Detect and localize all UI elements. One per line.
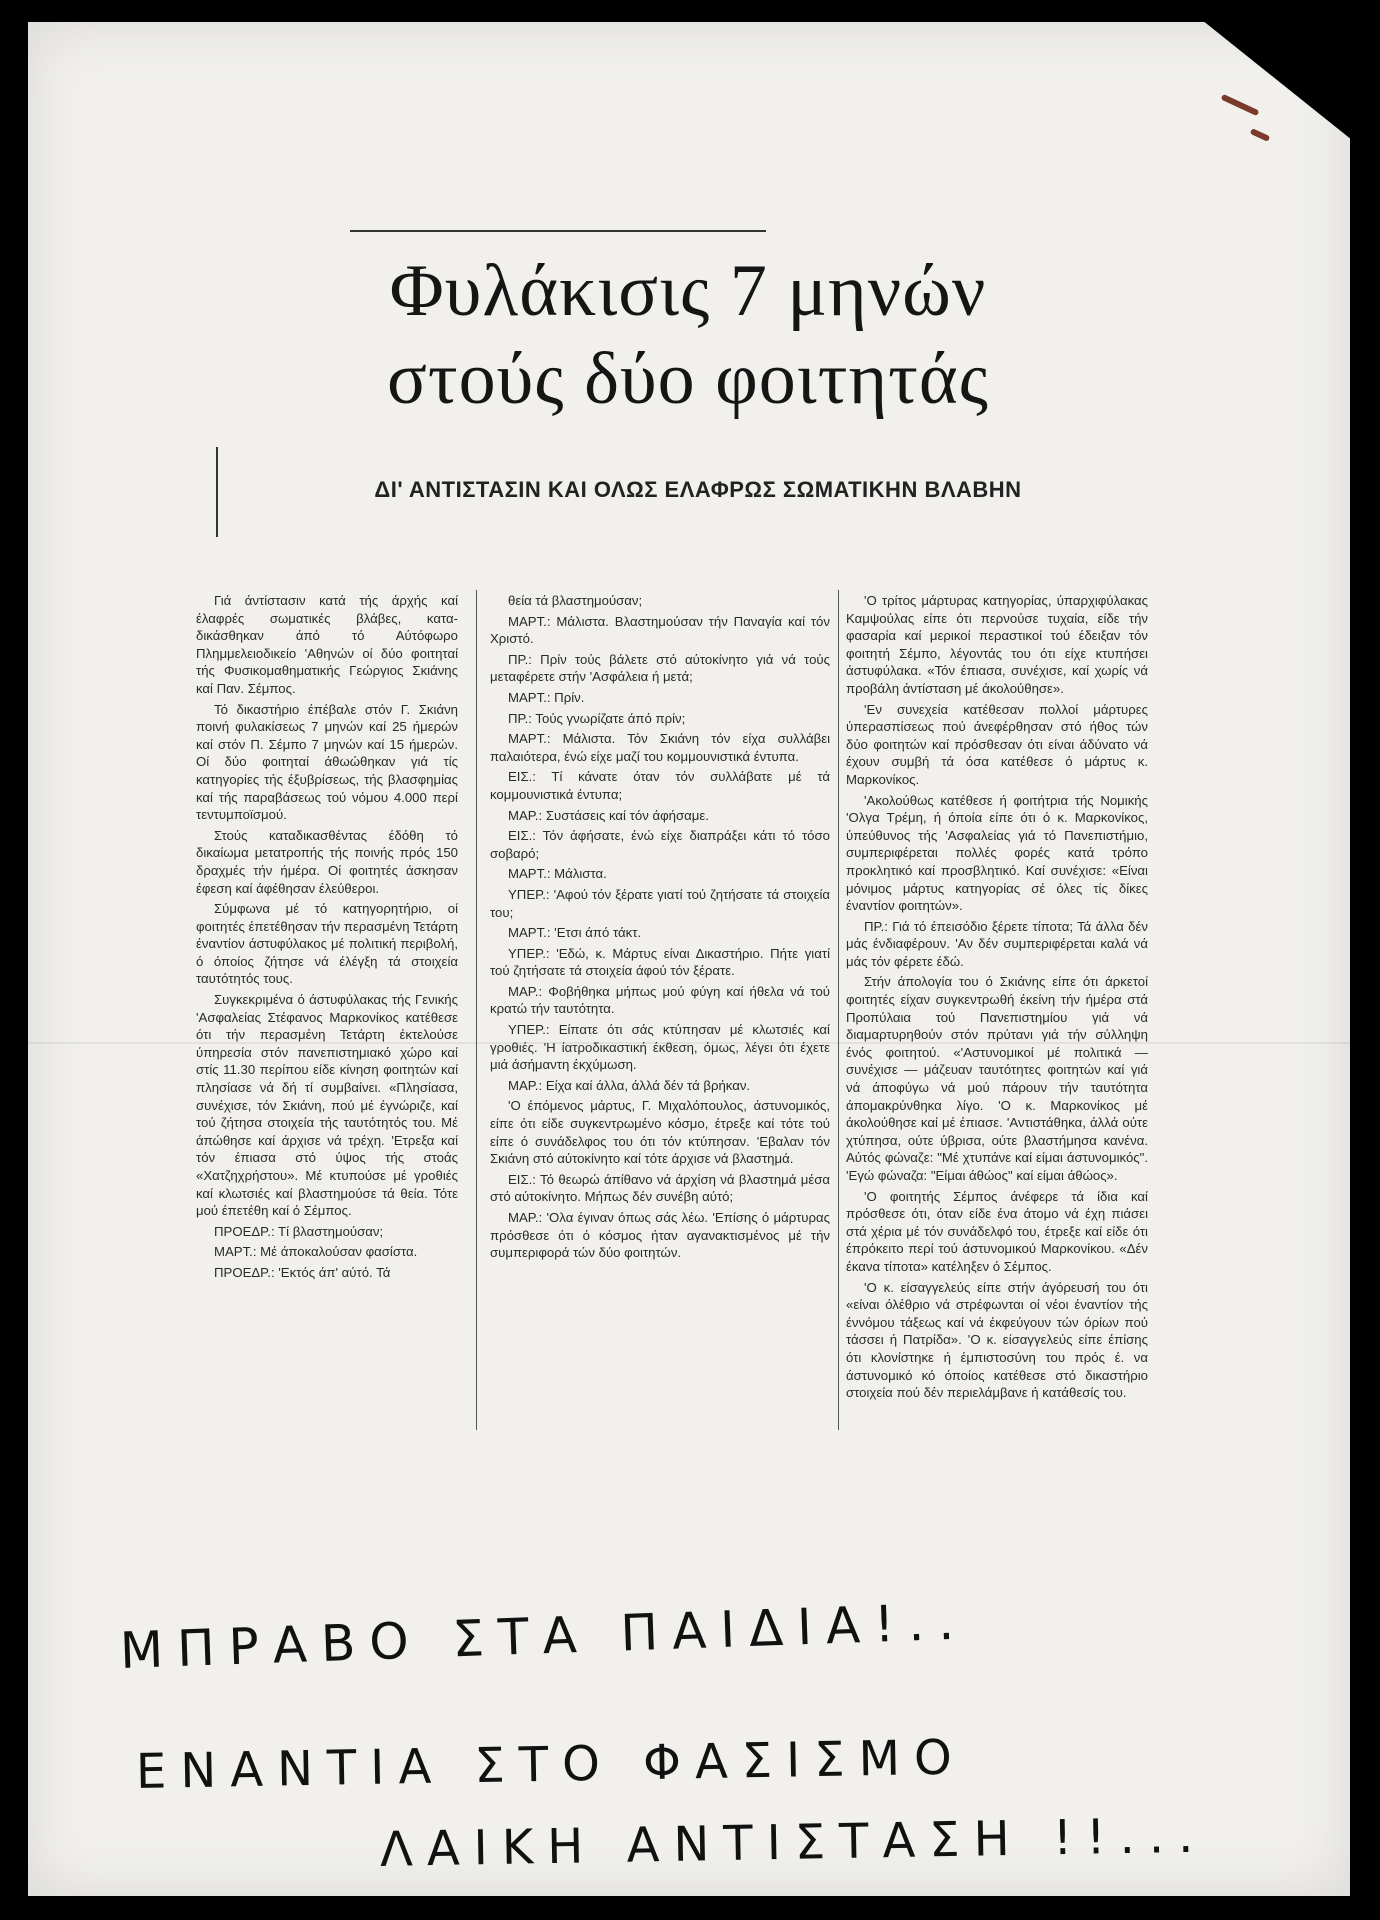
paragraph: ΜΑΡ.: Φοβήθηκα μήπως μού φύγη καί ήθελα νά τού κρατώ τήν ταυτότητα. bbox=[490, 983, 830, 1017]
paragraph: ΜΑΡΤ.: Μάλιστα. Βλαστημούσαν τήν Παναγία καί τόν Χριστό. bbox=[490, 613, 830, 647]
paragraph: 'Ακολούθως κατέθεσε ή φοιτήτρια τής Νομικής 'Ολγα Τρέμη, ή όποία είπε ότι ό κ. Μαρκονίκος, ύπεύθυνος τής 'Ασφαλείας γιά τό Πανεπιστήμιο, συμπεριφέρεται πολλές φορές κατά τρόπο προκλητικό καί προσβλητικό. Καί συνέχισε: «Είναι μόνιμος μάρτυς κατηγορίας σέ όλες τίς δίκες έναντίον φοιτητών». bbox=[846, 792, 1148, 914]
paragraph: Στήν άπολογία του ό Σκιάνης είπε ότι άρκετοί φοιτητές είχαν συγκεντρωθή έκείνη τήν ήμέρα στά Προπύλαια τού Πανεπιστημίου γιά νά διαμαρτυρηθούν στόν πρύτανι γιά τήν σύλληψη ένός φοιτητού. «'Αστυνομικοί μέ πολιτικά — συνέχισε — μάζευαν ταυτότητες φοιτητών καί γιά νά άποφύγω νά μού πάρουν τήν ταυτότητα άπομακρύνθηκα λίγο. 'Ο κ. Μαρκονίκος μέ άκολούθησε καί μέ έπιασε. 'Αντιστάθηκα, άλλά ούτε χτύπησα, ούτε ύβρισα, ούτε βλαστήμησα κανένα. Αύτός φώναζε: "Μέ χτυπάνε καί είμαι άστυνομικός". 'Εγώ φώναζα: "Είμαι άθώος" καί είμαι άθώος». bbox=[846, 974, 1148, 1183]
paragraph: ΥΠΕΡ.: 'Εδώ, κ. Μάρτυς είναι Δικαστήριο. Πήτε γιατί τού ζητήσατε τά στοιχεία άφού τόν ξέρατε. bbox=[490, 945, 830, 979]
paragraph: Συγκεκριμένα ό άστυφύλακας τής Γενικής 'Ασφαλείας Στέφανος Μαρκονίκος κατέθεσε ότι τήν περασμένη Τετάρτη έκτελούσε ύπηρεσία στόν πανεπιστημιακό χώρο καί στίς 11.30 περίπου είδε κίνηση φοιτητών καί πλησίασε νά δή τί συμβαίνει. «Πλησίασα, συνέχισε, τόν Σκιάνη, πού μέ έγνώριζε, καί τού ζήτησα στοιχεία τής ταυτότητός του. Μέ άπώθησε καί άρχισε νά τρέχη. 'Ετρεξα καί τόν έπιασα στό ύψος τής στοάς «Χατζηχρήστου». Μέ κτυπούσε μέ γροθιές καί κλωτσιές καί βλαστημούσε τά θεία. Τότε μού έπετέθη καί ό Σέμπος. bbox=[196, 992, 458, 1219]
paragraph: ΜΑΡΤ.: Πρίν. bbox=[508, 689, 585, 705]
paragraph: Γιά άντίστασιν κατά τής άρχής καί έλαφρές σωματικές βλάβες, κατα-δικάσθηκαν άπό τό Αύτόφωρο Πλημμελειοδικείο 'Αθηνών οί δύο φοιτηταί τής Φυσικομαθηματικής Γεώργιος Σκιάνης καί Παν. Σέμπος. bbox=[196, 593, 458, 696]
paragraph: ΥΠΕΡ.: 'Αφού τόν ξέρατε γιατί τού ζητήσατε τά στοιχεία του; bbox=[490, 886, 830, 920]
paragraph: ΜΑΡΤ.: Μάλιστα. Τόν Σκιάνη τόν είχα συλλάβει παλαιότερα, ένώ είχε μαζί του κομμουνιστικά έντυπα. bbox=[490, 731, 830, 764]
folded-corner bbox=[1202, 22, 1350, 140]
paragraph: ΕΙΣ.: Τόν άφήσατε, ένώ είχε διαπράξει κάτι τό τόσο σοβαρό; bbox=[490, 828, 830, 861]
article-column-3 bbox=[846, 592, 1148, 1405]
paragraph: ΠΡΟΕΔΡ.: Τί βλαστημούσαν; bbox=[214, 1223, 384, 1239]
newspaper-clipping bbox=[28, 22, 1350, 1896]
paragraph: ΜΑΡ.: Συστάσεις καί τόν άφήσαμε. bbox=[508, 807, 709, 823]
paragraph: ΠΡΟΕΔΡ.: 'Εκτός άπ' αύτό. Τά bbox=[214, 1264, 391, 1280]
column-divider bbox=[838, 590, 839, 1430]
paragraph: 'Ο κ. είσαγγελεύς είπε στήν άγόρευσή του ότι «είναι όλέθριο νά στρέφωνται οί νέοι έναντίον τής έννόμου τάξεως καί νά έκφεύγουν τών όρίων πού τάσσει ή Πατρίδα». 'Ο κ. είσαγγελεύς είπε έπίσης ότι κλονίστηκε ή έμπιστοσύνη του πρός έ. να άστυνομικό κό όποίος κατέθεσε στό δικαστήριο στοιχεία πού δέν περιελάμβανε ή κατάθεσίς του. bbox=[846, 1279, 1148, 1401]
paragraph: ΠΡ.: Γιά τό έπεισόδιο ξέρετε τίποτα; Τά άλλα δέν μάς ένδιαφέρουν. 'Αν δέν συμπεριφέρεται καλά νά μάς τόν φέρετε έδώ. bbox=[846, 918, 1148, 969]
handwritten-line-1: ΜΠΡΑΒΟ ΣΤΑ ΠΑΙΔΙΑ!.. bbox=[118, 1592, 969, 1680]
paragraph: ΜΑΡ.: Είχα καί άλλα, άλλά δέν τά βρήκαν. bbox=[508, 1077, 751, 1093]
paragraph: ΥΠΕΡ.: Είπατε ότι σάς κτύπησαν μέ κλωτσιές καί γροθιές. 'Η ίατροδικαστική έκθεση, όμως, λέγει ότι έχετε μιά άσήμαντη έκχύμωση. bbox=[490, 1022, 830, 1073]
article-column-2 bbox=[490, 592, 830, 1265]
paragraph: Τό δικαστήριο έπέβαλε στόν Γ. Σκιάνη ποινή φυλακίσεως 7 μηνών καί 25 ήμερών καί στόν Π. Σέμπο 7 μηνών καί 15 ήμερών. Οί δύο φοιτηταί άθωώθηκαν γιά τίς κατηγορίες τής έξυβρίσεως, τής βλασφημίας καί τής παραβάσεως τού νόμου 4.000 περί τεντυμποϊσμού. bbox=[196, 701, 458, 823]
paragraph: ΕΙΣ.: Τό θεωρώ άπίθανο νά άρχίση νά βλαστημά μέσα στό αύτοκίνητο. Μήπως δέν συνέβη αύτό; bbox=[490, 1171, 830, 1205]
handwritten-line-3: ΛΑΙΚΗ ΑΝΤΙΣΤΑΣΗ !!... bbox=[379, 1807, 1208, 1878]
left-rule bbox=[216, 447, 218, 537]
handwritten-line-2: ΕΝΑΝΤΙΑ ΣΤΟ ΦΑΣΙΣΜΟ bbox=[135, 1729, 967, 1800]
paragraph: ΕΙΣ.: Τί κάνατε όταν τόν συλλάβατε μέ τά κομμουνιστικά έντυπα; bbox=[490, 769, 830, 802]
headline-line-1: Φυλάκισις 7 μηνών bbox=[389, 250, 987, 332]
headline-line-2: στούς δύο φοιτητάς bbox=[387, 338, 989, 420]
column-divider bbox=[476, 590, 477, 1430]
paragraph: 'Ο φοιτητής Σέμπος άνέφερε τά ίδια καί πρόσθεσε ότι, όταν είδε ένα άτομο νά έχη πιάσει στά χέρια μέ τόν συνάδελφό του, έτρεξε καί είδε ότι έπρόκειτο περί τού άστυνομικού Μαρκονίκου. «Δέν έκανα τίποτα» κατέληξεν ό Σέμπος. bbox=[846, 1188, 1148, 1274]
paragraph: ΜΑΡΤ.: Μέ άποκαλούσαν φασίστα. bbox=[214, 1244, 418, 1260]
paragraph: ΜΑΡΤ.: 'Ετσι άπό τάκτ. bbox=[508, 925, 642, 941]
paragraph: ΜΑΡ.: 'Ολα έγιναν όπως σάς λέω. 'Επίσης ό μάρτυρας πρόσθεσε ότι ό κόσμος ήταν αγανακτισμένος μέ τήν συμπεριφορά τών δύο φοιτητών. bbox=[490, 1210, 830, 1261]
paragraph: ΠΡ.: Πρίν τούς βάλετε στό αύτοκίνητο γιά νά τούς μεταφέρετε στήν 'Ασφάλεια ή μετά; bbox=[490, 651, 830, 685]
paragraph: 'Ο τρίτος μάρτυρας κατηγορίας, ύπαρχιφύλακας Καμψούλας είπε ότι περνούσε τυχαία, είδε τήν φασαρία καί μερικοί περαστικοί τού έδειξαν τόν φοιτητή Σέμπο, λέγοντάς του ότι είχε κτυπήσει άστυφύλακα. «Τόν έπιασα, συνέχισε, καί χωρίς νά προβάλη άντίσταση μέ άκολούθησε». bbox=[846, 593, 1148, 696]
paragraph: ΠΡ.: Τούς γνωρίζατε άπό πρίν; bbox=[508, 710, 686, 726]
paragraph: 'Εν συνεχεία κατέθεσαν πολλοί μάρτυρες ύπερασπίσεως πού άνεφέρθησαν στό ήθος τών δύο φοιτητών καί πρόσθεσαν ότι είναι άδύνατο νά έχουν συμβή τά όσα κατέθεσε ό μάρτυς κ. Μαρκονίκος. bbox=[846, 701, 1148, 787]
paragraph: Σύμφωνα μέ τό κατηγορητήριο, οί φοιτητές έπετέθησαν τήν περασμένη Τετάρτη έναντίον άστυφύλακος μέ πολιτική περιβολή, ό όποίος ζήτησε νά έλέγξη τά στοιχεία ταυτότητός τους. bbox=[196, 901, 458, 987]
subheadline: ΔΙ' ΑΝΤΙΣΤΑΣΙΝ ΚΑΙ ΟΛΩΣ ΕΛΑΦΡΩΣ ΣΩΜΑΤΙΚΗΝ ΒΛΑΒΗΝ bbox=[374, 477, 1022, 502]
paragraph: ΜΑΡΤ.: Μάλιστα. bbox=[508, 866, 607, 882]
article-column-1 bbox=[196, 592, 458, 1285]
top-rule bbox=[350, 230, 766, 232]
paragraph: θεία τά βλαστημούσαν; bbox=[508, 593, 643, 608]
paragraph: 'Ο έπόμενος μάρτυς, Γ. Μιχαλόπουλος, άστυνομικός, είπε ότι είδε συγκεντρωμένο κόσμο, έτρεξε καί τότε τού είπε ό συνάδελφος του ότι τόν κτύπησαν. 'Εβαλαν τόν Σκιάνη στό αύτοκίνητο καί τότε άρχισε νά βλαστημά. bbox=[490, 1098, 830, 1167]
paragraph: Στούς καταδικασθέντας έδόθη τό δικαίωμα μετατροπής τής ποινής πρός 150 δραχμές τήν ήμέρα. Οί φοιτητές άσκησαν έφεση καί άφέθησαν έλεύθεροι. bbox=[196, 827, 458, 896]
